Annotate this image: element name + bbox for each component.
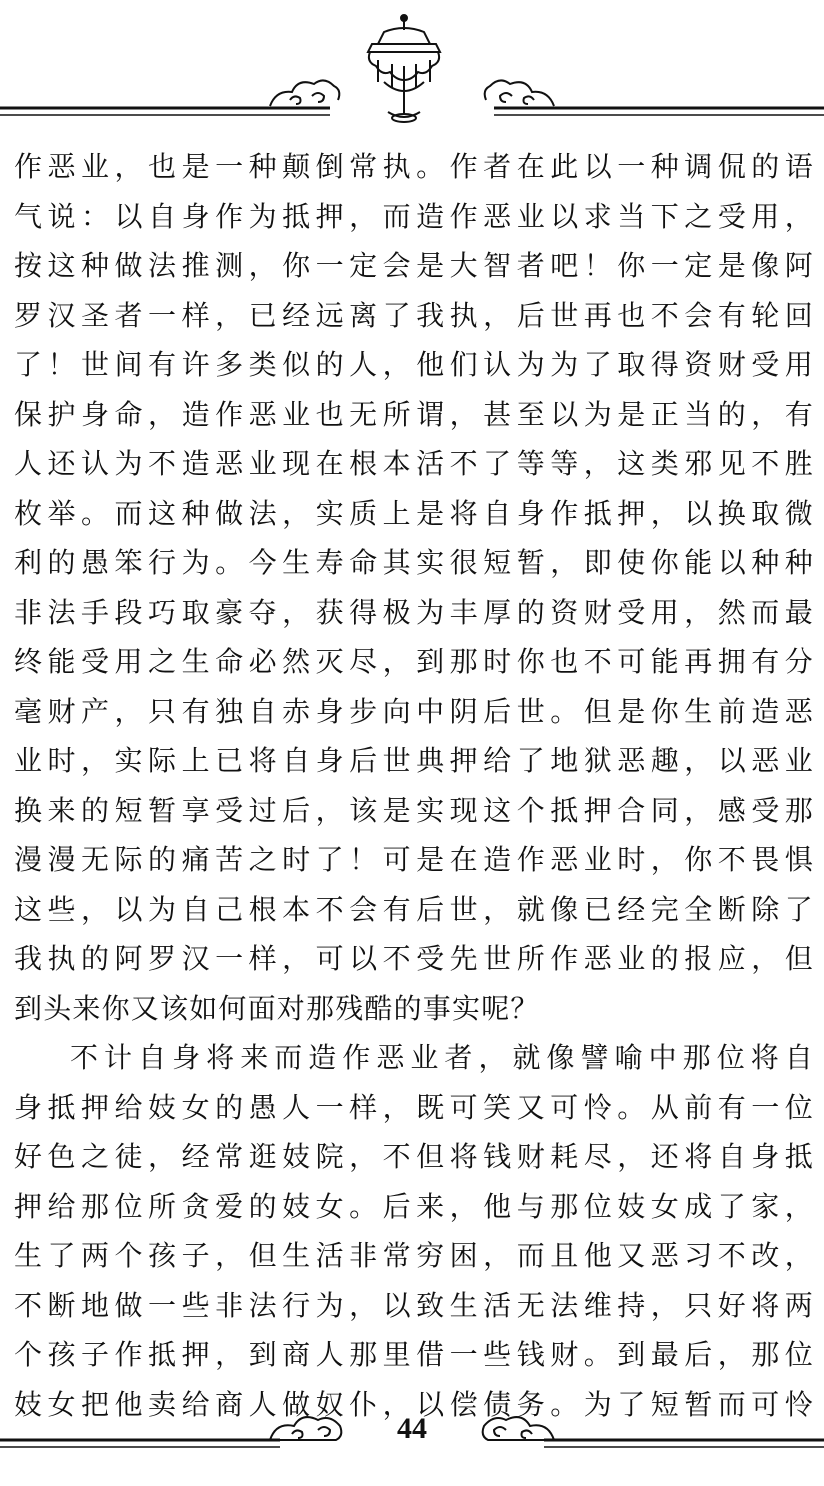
text-line: 生了两个孩子，但生活非常穷困，而且他又恶习不改，: [14, 1239, 814, 1272]
header-ornament: [0, 0, 824, 140]
text-line: 气说：以自身作为抵押，而造作恶业以求当下之受用，: [14, 199, 814, 233]
paragraph-2: [14, 1033, 814, 1429]
text-line: 按这种做法推测，你一定会是大智者吧！你一定是像阿: [14, 249, 814, 282]
text-line: 保护身命，造作恶业也无所谓，甚至以为是正当的，有: [14, 397, 814, 431]
text-line: 毫财产，只有独自赤身步向中阴后世。但是你生前造恶: [14, 694, 814, 728]
left-cloud-scroll-icon: [270, 80, 339, 106]
text-line: 利的愚笨行为。今生寿命其实很短暂，即使你能以种种: [14, 546, 814, 579]
text-line: 罗汉圣者一样，已经远离了我执，后世再也不会有轮回: [14, 298, 814, 332]
text-line: 终能受用之生命必然灭尽，到那时你也不可能再拥有分: [14, 645, 814, 678]
text-line: 不断地做一些非法行为，以致生活无法维持，只好将两: [14, 1288, 814, 1322]
text-line: 枚举。而这种做法，实质上是将自身作抵押，以换取微: [14, 496, 814, 530]
paragraph-1: [14, 142, 814, 1033]
right-cloud-scroll-icon: [485, 80, 554, 106]
text-line: 到头来你又该如何面对那残酷的事实呢？: [14, 991, 540, 1025]
text-line: 妓女把他卖给商人做奴仆，以偿债务。为了短暂而可怜: [14, 1387, 814, 1421]
footer-left-cloud-icon: [270, 1417, 341, 1440]
text-line: 人还认为不造恶业现在根本活不了等等，这类邪见不胜: [14, 447, 814, 480]
text-line: 好色之徒，经常逛妓院，不但将钱财耗尽，还将自身抵: [14, 1140, 814, 1173]
text-line: 了！世间有许多类似的人，他们认为为了取得资财受用: [14, 348, 814, 381]
text-line: 业时，实际上已将自身后世典押给了地狱恶趣，以恶业: [14, 744, 814, 777]
canopy-icon: [368, 15, 440, 122]
text-line: 这些，以为自己根本不会有后世，就像已经完全断除了: [14, 892, 814, 926]
text-line: 漫漫无际的痛苦之时了！可是在造作恶业时，你不畏惧: [14, 843, 814, 876]
text-line: 个孩子作抵押，到商人那里借一些钱财。到最后，那位: [14, 1338, 814, 1371]
page-number: 44: [397, 1412, 427, 1445]
text-line: 换来的短暂享受过后，该是实现这个抵押合同，感受那: [14, 793, 814, 827]
text-line: 押给那位所贪爱的妓女。后来，他与那位妓女成了家，: [14, 1189, 814, 1223]
text-line: 非法手段巧取豪夺，获得极为丰厚的资财受用，然而最: [14, 595, 814, 629]
body-text: [14, 142, 814, 1429]
text-line: 不计自身将来而造作恶业者，就像譬喻中那位将自: [70, 1041, 814, 1074]
footer-right-cloud-icon: [483, 1417, 554, 1440]
text-line: 身抵押给妓女的愚人一样，既可笑又可怜。从前有一位: [14, 1090, 814, 1124]
text-line: 我执的阿罗汉一样，可以不受先世所作恶业的报应，但: [14, 942, 814, 975]
text-line: 作恶业，也是一种颠倒常执。作者在此以一种调侃的语: [14, 150, 814, 183]
